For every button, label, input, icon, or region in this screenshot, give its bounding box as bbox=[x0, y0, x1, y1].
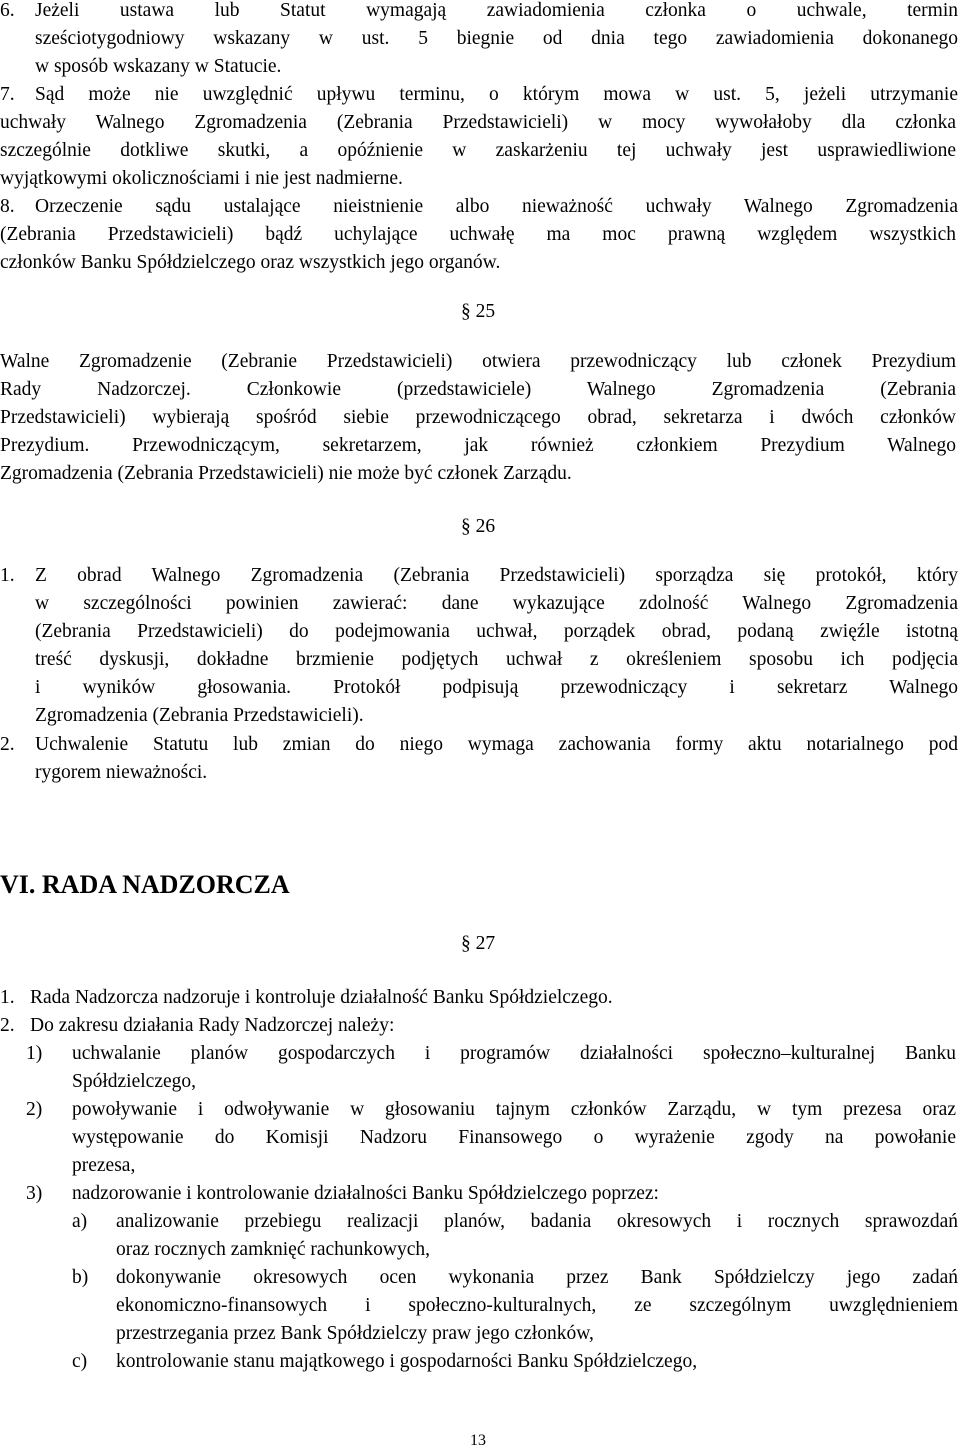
text-line: Walne Zgromadzenie (Zebranie Przedstawicieli) otwiera przewodniczący lub członek Prezydium bbox=[0, 351, 956, 372]
text-line: analizowanie przebiegu realizacji planów, badania okresowych i rocznych sprawozdań bbox=[116, 1211, 958, 1232]
sub-item-number: 2) bbox=[26, 1099, 43, 1120]
text-line: sześciotygodniowy wskazany w ust. 5 biegnie od dnia tego zawiadomienia dokonanego bbox=[35, 28, 958, 49]
text-line: uchwalanie planów gospodarczych i programów działalności społeczno–kulturalnej Banku bbox=[72, 1043, 956, 1064]
text-line: prezesa, bbox=[72, 1155, 136, 1176]
chapter-heading: VI. RADA NADZORCZA bbox=[0, 870, 290, 899]
page-number: 13 bbox=[470, 1432, 486, 1449]
item-number: 6. bbox=[0, 0, 15, 21]
letter-item-a bbox=[72, 1208, 958, 1264]
text-line: uchwały Walnego Zgromadzenia (Zebrania Przedstawicieli) w mocy wywołałoby dla członka bbox=[0, 112, 956, 133]
list-item-27-2 bbox=[0, 1012, 958, 1040]
text-line: szczególnie dotkliwe skutki, a opóźnienie w zaskarżeniu tej uchwały jest usprawiedliwione bbox=[0, 140, 956, 161]
text-line: Prezydium. Przewodniczącym, sekretarzem, jak również członkiem Prezydium Walnego bbox=[0, 435, 956, 456]
item-number: 1. bbox=[0, 565, 15, 586]
text-line: Z obrad Walnego Zgromadzenia (Zebrania Przedstawicieli) sporządza się protokół, który bbox=[35, 565, 958, 586]
letter-item-marker: b) bbox=[72, 1267, 89, 1288]
text-line: Rady Nadzorczej. Członkowie (przedstawiciele) Walnego Zgromadzenia (Zebrania bbox=[0, 379, 956, 400]
text-line: Do zakresu działania Rady Nadzorczej należy: bbox=[30, 1015, 395, 1036]
text-line: ekonomiczno-finansowych i społeczno-kulturalnych, ze szczególnym uwzględnieniem bbox=[116, 1295, 958, 1316]
paragraph-25 bbox=[0, 348, 956, 488]
text-line: występowanie do Komisji Nadzoru Finansowego o wyrażenie zgody na powołanie bbox=[72, 1127, 956, 1148]
text-line: Zgromadzenia (Zebrania Przedstawicieli). bbox=[35, 705, 364, 726]
list-item-27-1 bbox=[0, 984, 958, 1012]
text-line: kontrolowanie stanu majątkowego i gospodarności Banku Spółdzielczego, bbox=[116, 1351, 698, 1372]
text-line: Rada Nadzorcza nadzoruje i kontroluje działalność Banku Spółdzielczego. bbox=[30, 987, 613, 1008]
text-line: członków Banku Spółdzielczego oraz wszystkich jego organów. bbox=[0, 252, 501, 273]
section-heading-25: § 25 bbox=[460, 301, 496, 322]
text-line: Spółdzielczego, bbox=[72, 1071, 196, 1092]
list-item-7 bbox=[0, 81, 958, 109]
text-line: nadzorowanie i kontrolowanie działalności Banku Spółdzielczego poprzez: bbox=[72, 1183, 659, 1204]
item-number: 2. bbox=[0, 734, 15, 755]
list-item-8 bbox=[0, 193, 958, 221]
sub-item-number: 3) bbox=[26, 1183, 43, 1204]
sub-item-1 bbox=[26, 1040, 956, 1096]
section-heading-26: § 26 bbox=[460, 516, 496, 537]
letter-item-b bbox=[72, 1264, 958, 1348]
list-item-7-continuation bbox=[0, 109, 956, 193]
text-line: w szczególności powinien zawierać: dane wykazujące zdolność Walnego Zgromadzenia bbox=[35, 593, 958, 614]
text-line: i wyników głosowania. Protokół podpisują przewodniczący i sekretarz Walnego bbox=[35, 677, 958, 698]
list-item-6 bbox=[0, 0, 958, 81]
sub-item-3 bbox=[26, 1180, 956, 1208]
text-line: Sąd może nie uwzględnić upływu terminu, o którym mowa w ust. 5, jeżeli utrzymanie bbox=[35, 84, 958, 105]
list-item-8-continuation bbox=[0, 221, 956, 277]
text-line: rygorem nieważności. bbox=[35, 762, 208, 783]
text-line: Zgromadzenia (Zebrania Przedstawicieli) nie może być członek Zarządu. bbox=[0, 463, 572, 484]
item-number: 7. bbox=[0, 84, 15, 105]
text-line: powoływanie i odwoływanie w głosowaniu tajnym członków Zarządu, w tym prezesa oraz bbox=[72, 1099, 956, 1120]
text-line: Orzeczenie sądu ustalające nieistnienie albo nieważność uchwały Walnego Zgromadzenia bbox=[35, 196, 958, 217]
item-number: 8. bbox=[0, 196, 15, 217]
item-number: 1. bbox=[0, 987, 15, 1008]
sub-item-number: 1) bbox=[26, 1043, 43, 1064]
text-line: Przedstawicieli) wybierają spośród siebie przewodniczącego obrad, sekretarza i dwóch członków bbox=[0, 407, 956, 428]
list-item-26-2 bbox=[0, 731, 958, 787]
item-number: 2. bbox=[0, 1015, 15, 1036]
text-line: (Zebrania Przedstawicieli) bądź uchylające uchwałę ma moc prawną względem wszystkich bbox=[0, 224, 956, 245]
text-line: (Zebrania Przedstawicieli) do podejmowania uchwał, porządek obrad, podaną zwięźle istotną bbox=[35, 621, 958, 642]
letter-item-c bbox=[72, 1348, 958, 1376]
sub-item-2 bbox=[26, 1096, 956, 1180]
letter-item-marker: a) bbox=[72, 1211, 88, 1232]
list-item-26-1 bbox=[0, 562, 958, 730]
letter-item-marker: c) bbox=[72, 1351, 88, 1372]
text-line: przestrzegania przez Bank Spółdzielczy praw jego członków, bbox=[116, 1323, 594, 1344]
text-line: wyjątkowymi okolicznościami i nie jest nadmierne. bbox=[0, 168, 403, 189]
text-line: oraz rocznych zamknięć rachunkowych, bbox=[116, 1239, 431, 1260]
text-line: dokonywanie okresowych ocen wykonania przez Bank Spółdzielczy jego zadań bbox=[116, 1267, 958, 1288]
text-line: treść dyskusji, dokładne brzmienie podjętych uchwał z określeniem sposobu ich podjęcia bbox=[35, 649, 958, 670]
text-line: Jeżeli ustawa lub Statut wymagają zawiadomienia członka o uchwale, termin bbox=[35, 0, 958, 21]
section-heading-27: § 27 bbox=[460, 933, 496, 954]
text-line: w sposób wskazany w Statucie. bbox=[35, 56, 282, 77]
text-line: Uchwalenie Statutu lub zmian do niego wymaga zachowania formy aktu notarialnego pod bbox=[35, 734, 958, 755]
